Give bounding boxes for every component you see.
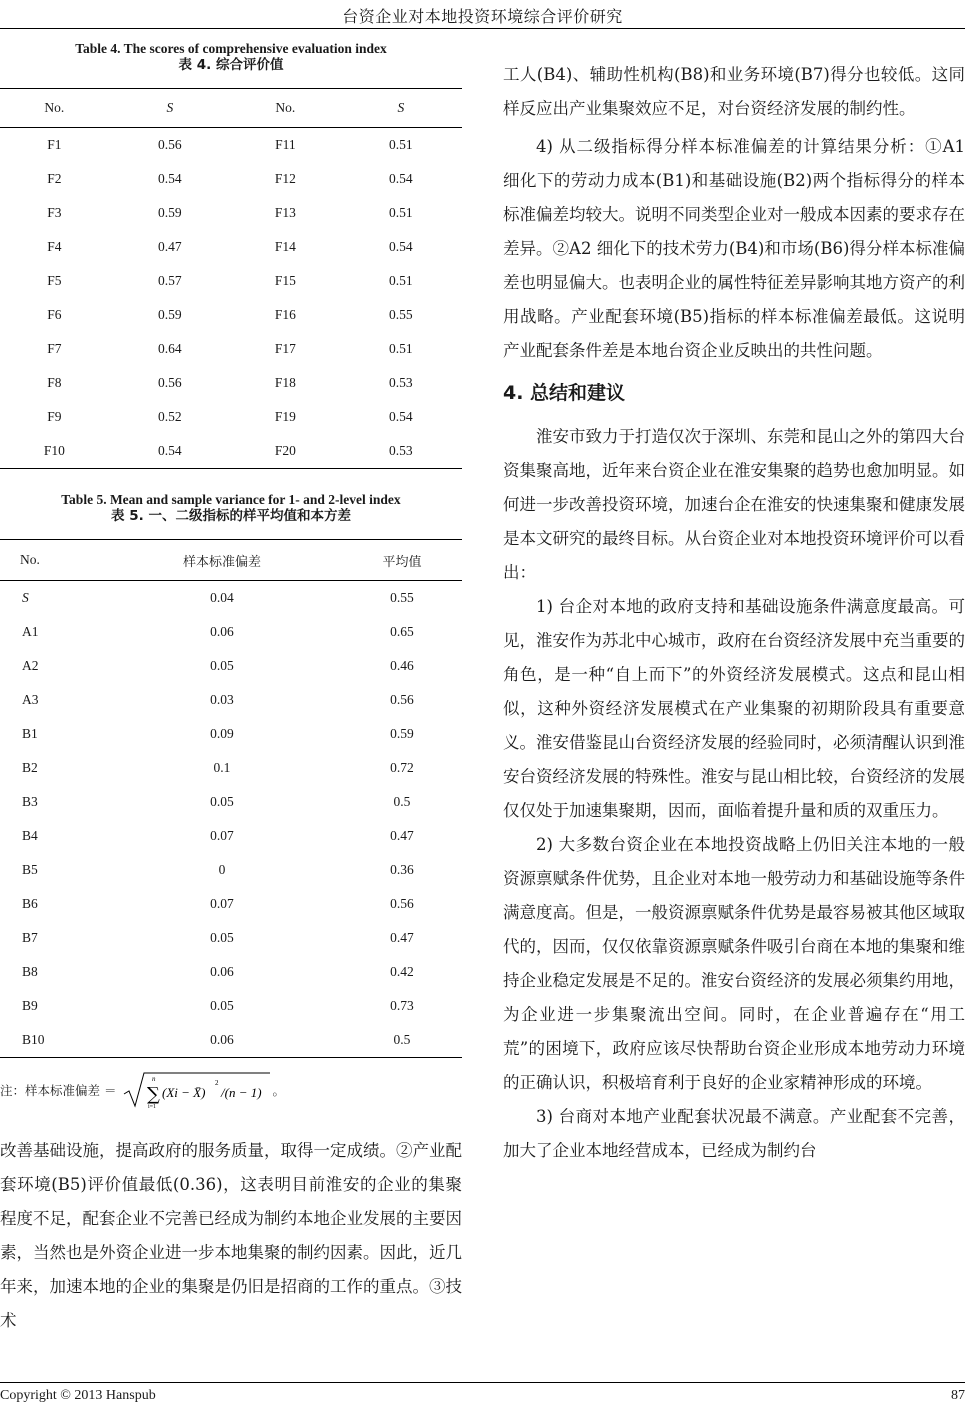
right-paragraph-2: 4) 从二级指标得分样本标准偏差的计算结果分析：①A1 细化下的劳动力成本(B1)和基础设施(B2)两个指标得分的样本标准偏差均较大。说明不同类型企业对一般成本因素的要求存在差异。②A2 细化下的技术劳力(B4)和市场(B6)得分样本标准偏差也明显偏大。也表明企业的属性特征差异影响其地方资产的利用战略。产业配套环境(B5)指标的样本标准偏差最低。这说明产业配套条件差是本地台资企业反映出的共性问题。 bbox=[503, 137, 965, 360]
table-row bbox=[0, 162, 462, 196]
table5-cell: S bbox=[22, 590, 29, 605]
table4-cell: F12 bbox=[274, 171, 296, 186]
table5-cell: 0.05 bbox=[210, 794, 234, 809]
table4-cell: 0.55 bbox=[389, 307, 413, 322]
table-row bbox=[0, 196, 462, 230]
table5-cell: 0.36 bbox=[390, 862, 414, 877]
table5-cell: 0.55 bbox=[390, 590, 414, 605]
table4-cell: 0.54 bbox=[158, 443, 182, 458]
right-paragraph-1: 工人(B4)、辅助性机构(B8)和业务环境(B7)得分也较低。这同样反应出产业集聚效应不足，对台资经济发展的制约性。 bbox=[503, 65, 965, 118]
table-row bbox=[0, 683, 462, 717]
table4-col-no-2: No. bbox=[231, 89, 340, 128]
formula-divisor: /(n − 1) bbox=[221, 1085, 263, 1100]
table5-block bbox=[0, 491, 462, 1110]
table4-cell: 0.59 bbox=[158, 307, 182, 322]
running-header: 台资企业对本地投资环境综合评价研究 bbox=[342, 7, 623, 26]
note-prefix: 注：样本标准偏差 ＝ bbox=[0, 1083, 117, 1098]
table-row bbox=[0, 230, 462, 264]
table4-cell: F15 bbox=[274, 273, 296, 288]
footer-rule bbox=[0, 1382, 965, 1383]
table4-cell: 0.64 bbox=[158, 341, 182, 356]
table4-cell: F3 bbox=[47, 205, 62, 220]
sqrt-sign-icon bbox=[122, 1070, 272, 1110]
table5-cell: 0.1 bbox=[213, 760, 231, 775]
table-row bbox=[0, 434, 462, 469]
table4-cell: F1 bbox=[47, 137, 62, 152]
table-row bbox=[0, 1023, 462, 1058]
table5-caption-zh: 表 5. 一、二级指标的样平均值和本方差 bbox=[111, 508, 351, 524]
table5-cell: 0 bbox=[218, 862, 226, 877]
table4-cell: F4 bbox=[47, 239, 62, 254]
table5-cell: 0.07 bbox=[210, 896, 234, 911]
table5-cell: 0.56 bbox=[390, 692, 414, 707]
table5-cell: B4 bbox=[22, 828, 38, 843]
table5-cell: A2 bbox=[22, 658, 39, 673]
table5-cell: 0.72 bbox=[390, 760, 414, 775]
table5-cell: B7 bbox=[22, 930, 38, 945]
table5-cell: B6 bbox=[22, 896, 38, 911]
table5-cell: 0.06 bbox=[210, 624, 234, 639]
table4-cell: F13 bbox=[274, 205, 296, 220]
table4-header-row bbox=[0, 89, 462, 128]
table4-cell: 0.51 bbox=[389, 137, 413, 152]
table-row bbox=[0, 581, 462, 616]
table5-cell: B9 bbox=[22, 998, 38, 1013]
footer-copyright: Copyright © 2013 Hanspub bbox=[0, 1388, 156, 1403]
table5-cell: 0.06 bbox=[210, 964, 234, 979]
table4-cell: 0.47 bbox=[158, 239, 182, 254]
table-row bbox=[0, 128, 462, 163]
table4-cell: F10 bbox=[43, 443, 65, 458]
right-column bbox=[503, 58, 965, 1168]
table5-cell: 0.65 bbox=[390, 624, 414, 639]
table-row bbox=[0, 887, 462, 921]
table5-cell: 0.5 bbox=[393, 1032, 411, 1047]
table-row bbox=[0, 400, 462, 434]
table4-cell: F16 bbox=[274, 307, 296, 322]
table5-cell: B5 bbox=[22, 862, 38, 877]
right-paragraph-4: 1) 台企对本地的政府支持和基础设施条件满意度最高。可见，淮安作为苏北中心城市，政府在台资经济发展中充当重要的角色，是一种“自上而下”的外资经济发展模式。这点和昆山相似，这种外资经济发展模式在产业集聚的初期阶段具有重要意义。淮安借鉴昆山台资经济发展的经验同时，必须清醒认识到淮安台资经济发展的特殊性。淮安与昆山相比较，台资经济的发展仅仅处于加速集聚期，因而，面临着提升量和质的双重压力。 bbox=[503, 597, 965, 820]
table-row bbox=[0, 853, 462, 887]
note-suffix: 。 bbox=[272, 1083, 285, 1098]
table-row bbox=[0, 717, 462, 751]
table5-cell: 0.47 bbox=[390, 828, 414, 843]
table-row bbox=[0, 332, 462, 366]
table-row bbox=[0, 921, 462, 955]
table4-cell: F8 bbox=[47, 375, 62, 390]
table4-cell: 0.51 bbox=[389, 341, 413, 356]
table4-cell: 0.56 bbox=[158, 137, 182, 152]
table5-cell: 0.03 bbox=[210, 692, 234, 707]
sum-sign: ∑ bbox=[147, 1084, 161, 1105]
table5-cell: 0.59 bbox=[390, 726, 414, 741]
table4-cell: 0.53 bbox=[389, 375, 413, 390]
table4-cell: F20 bbox=[274, 443, 296, 458]
table5-cell: A3 bbox=[22, 692, 39, 707]
table4-cell: 0.52 bbox=[158, 409, 182, 424]
table4-cell: 0.54 bbox=[158, 171, 182, 186]
table4-col-s-2: S bbox=[340, 89, 462, 128]
table-row bbox=[0, 298, 462, 332]
table4-cell: F17 bbox=[274, 341, 296, 356]
right-paragraph-6: 3) 台商对本地产业配套状况最不满意。产业配套不完善，加大了企业本地经营成本，已经成为制约台 bbox=[503, 1107, 965, 1160]
table5-cell: 0.04 bbox=[210, 590, 234, 605]
table4-cell: 0.59 bbox=[158, 205, 182, 220]
left-column bbox=[0, 40, 462, 1338]
table4-cell: F7 bbox=[47, 341, 62, 356]
table4-cell: F14 bbox=[274, 239, 296, 254]
table5-cell: B1 bbox=[22, 726, 38, 741]
table5-cell: B2 bbox=[22, 760, 38, 775]
table5-col-std: 样本标准偏差 bbox=[102, 540, 342, 581]
table4-cell: 0.51 bbox=[389, 205, 413, 220]
table4-cell: 0.54 bbox=[389, 171, 413, 186]
right-paragraph-5: 2) 大多数台资企业在本地投资战略上仍旧关注本地的一般资源禀赋条件优势，且企业对本地一般劳动力和基础设施等条件满意度高。但是，一般资源禀赋条件优势是最容易被其他区域取代的，因而，仅仅依靠资源禀赋条件吸引台商在本地的集聚和维持企业稳定发展是不足的。淮安台资经济的发展必须集约用地，为企业进一步集聚流出空间。同时，在企业普遍存在“用工荒”的困境下，政府应该尽快帮助台资企业形成本地劳动力环境的正确认识，积极培育利于良好的企业家精神形成的环境。 bbox=[503, 835, 965, 1092]
formula-body: (Xi − X̄) bbox=[162, 1085, 206, 1100]
std-formula bbox=[122, 1070, 272, 1110]
table4-block bbox=[0, 40, 462, 469]
table4-col-no: No. bbox=[0, 89, 109, 128]
table4-cell: 0.51 bbox=[389, 273, 413, 288]
table4-cell: 0.57 bbox=[158, 273, 182, 288]
sum-upper: n bbox=[152, 1075, 156, 1083]
footer-page-number: 87 bbox=[951, 1388, 965, 1403]
table5-cell: 0.5 bbox=[393, 794, 411, 809]
table-row bbox=[0, 264, 462, 298]
header-rule bbox=[0, 28, 965, 29]
table-row bbox=[0, 785, 462, 819]
table5-cell: 0.47 bbox=[390, 930, 414, 945]
table5-cell: 0.06 bbox=[210, 1032, 234, 1047]
table5-cell: 0.05 bbox=[210, 658, 234, 673]
table5-cell: 0.07 bbox=[210, 828, 234, 843]
table5-cell: 0.73 bbox=[390, 998, 414, 1013]
table5-cell: 0.05 bbox=[210, 998, 234, 1013]
table5-cell: B8 bbox=[22, 964, 38, 979]
table4-cell: 0.53 bbox=[389, 443, 413, 458]
table5-cell: B3 bbox=[22, 794, 38, 809]
table4-col-s: S bbox=[109, 89, 231, 128]
table4-cell: F19 bbox=[274, 409, 296, 424]
table5-col-mean: 平均值 bbox=[342, 540, 462, 581]
formula-power: 2 bbox=[215, 1079, 219, 1087]
table4-caption-zh: 表 4. 综合评价值 bbox=[178, 57, 284, 73]
table-row bbox=[0, 751, 462, 785]
table5-header-row bbox=[0, 540, 462, 581]
table-row bbox=[0, 649, 462, 683]
table-row bbox=[0, 819, 462, 853]
table5-col-no: No. bbox=[0, 540, 102, 581]
table5-cell: 0.09 bbox=[210, 726, 234, 741]
table5-cell: 0.56 bbox=[390, 896, 414, 911]
section-title: 4. 总结和建议 bbox=[503, 382, 626, 404]
table4-cell: F18 bbox=[274, 375, 296, 390]
table-row bbox=[0, 615, 462, 649]
table-row bbox=[0, 366, 462, 400]
table5-caption-en: Table 5. Mean and sample variance for 1- and 2-level index bbox=[61, 492, 401, 507]
table5-note bbox=[0, 1070, 462, 1110]
table5-cell: A1 bbox=[22, 624, 39, 639]
table4-cell: F2 bbox=[47, 171, 62, 186]
left-paragraph: 改善基础设施，提高政府的服务质量，取得一定成绩。②产业配套环境(B5)评价值最低(0.36)，这表明目前淮安的企业的集聚程度不足，配套企业不完善已经成为制约本地企业发展的主要因素，当然也是外资企业进一步本地集聚的制约因素。因此，近几年来，加速本地的企业的集聚是仍旧是招商的工作的重点。③技术 bbox=[0, 1141, 462, 1330]
table4-cell: 0.54 bbox=[389, 239, 413, 254]
table4-cell: F9 bbox=[47, 409, 62, 424]
right-paragraph-3: 淮安市致力于打造仅次于深圳、东莞和昆山之外的第四大台资集聚高地，近年来台资企业在淮安集聚的趋势也愈加明显。如何进一步改善投资环境，加速台企在淮安的快速集聚和健康发展是本文研究的最终目标。从台资企业对本地投资环境评价可以看出： bbox=[503, 427, 965, 582]
table-row bbox=[0, 955, 462, 989]
sum-lower: i=1 bbox=[148, 1104, 157, 1110]
table4-caption-en: Table 4. The scores of comprehensive evaluation index bbox=[75, 41, 387, 56]
table4-cell: F5 bbox=[47, 273, 62, 288]
table-row bbox=[0, 989, 462, 1023]
table4-cell: F11 bbox=[275, 137, 296, 152]
table5-cell: B10 bbox=[22, 1032, 45, 1047]
table4-cell: F6 bbox=[47, 307, 62, 322]
table4-cell: 0.54 bbox=[389, 409, 413, 424]
table5-cell: 0.42 bbox=[390, 964, 414, 979]
table5-cell: 0.46 bbox=[390, 658, 414, 673]
table5-cell: 0.05 bbox=[210, 930, 234, 945]
table4 bbox=[0, 88, 462, 469]
table4-cell: 0.56 bbox=[158, 375, 182, 390]
table5 bbox=[0, 539, 462, 1058]
